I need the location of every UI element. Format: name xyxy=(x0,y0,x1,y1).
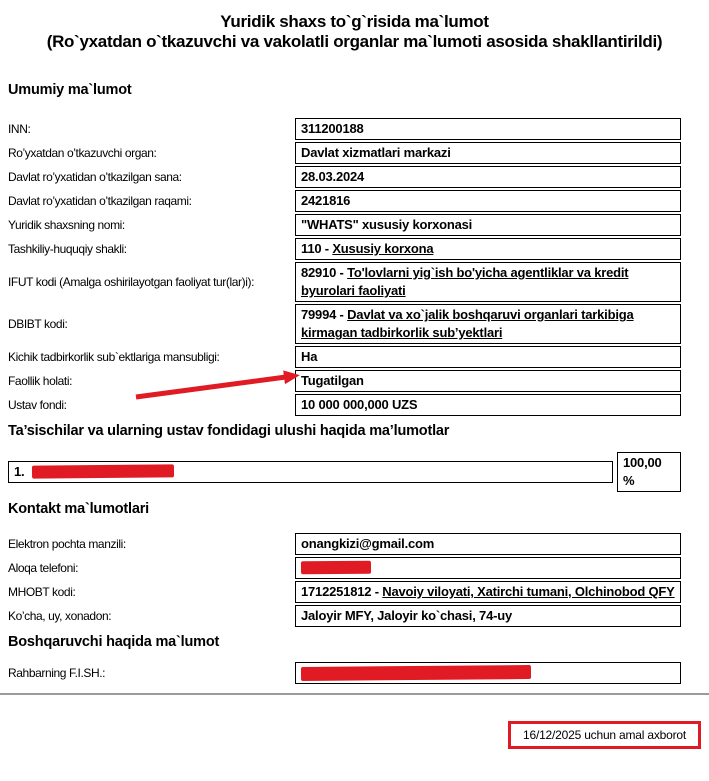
field-row-registration-date xyxy=(8,166,681,188)
field-value: 2421816 xyxy=(301,193,351,208)
field-row-phone xyxy=(8,557,681,579)
founder-share-value: 100,00 % xyxy=(623,455,662,488)
field-label: Ro’yxatdan o’tkazuvchi organ: xyxy=(8,146,157,160)
legal-entity-info-page xyxy=(0,12,709,781)
field-value-box xyxy=(295,190,681,212)
field-label: Kichik tadbirkorlik sub`ektlariga mansubligi: xyxy=(8,350,220,364)
page-title xyxy=(31,12,679,52)
field-row-registration-number xyxy=(8,190,681,212)
founder-name-box xyxy=(8,461,613,483)
field-value: "WHATS" xususiy korxonasi xyxy=(301,217,473,232)
section-heading-founders: Ta’sischilar va ularning ustav fondidagi ulushi haqida ma’lumotlar xyxy=(8,423,450,439)
field-row-activity-status xyxy=(8,370,681,392)
phone-redaction xyxy=(301,561,371,575)
field-value: 10 000 000,000 UZS xyxy=(301,397,418,412)
field-value: Ha xyxy=(301,349,318,364)
field-row-registering-org xyxy=(8,142,681,164)
field-label: Ustav fondi: xyxy=(8,398,67,412)
dbibt-link[interactable]: Davlat va xo`jalik boshqaruvi organlari tarkibiga kirmagan tadbirkorlik sub’yektlari xyxy=(301,307,634,340)
page-title-line1: Yuridik shaxs to`g`risida ma`lumot xyxy=(220,12,489,31)
field-label: DBIBT kodi: xyxy=(8,317,68,331)
footer xyxy=(0,721,709,749)
validity-date-box xyxy=(508,721,701,749)
field-value-prefix: 82910 - xyxy=(301,265,348,280)
section-heading-contact: Kontakt ma`lumotlari xyxy=(8,501,150,517)
field-value-prefix: 110 - xyxy=(301,241,333,256)
address-value: Jaloyir MFY, Jaloyir ko`chasi, 74-uy xyxy=(301,608,513,623)
field-row-small-business xyxy=(8,346,681,368)
field-value-box xyxy=(295,118,681,140)
page-content xyxy=(0,82,709,684)
field-label: IFUT kodi (Amalga oshirilayotgan faoliyat tur(lar)i): xyxy=(8,275,255,289)
field-value: 311200188 xyxy=(301,121,364,136)
field-label: Aloqa telefoni: xyxy=(8,561,79,575)
validity-date-text: 16/12/2025 uchun amal axborot xyxy=(523,728,686,742)
field-value-box xyxy=(295,533,681,555)
founder-name-redaction xyxy=(32,464,174,478)
field-label: Yuridik shaxsning nomi: xyxy=(8,218,125,232)
founder-number: 1. xyxy=(14,464,25,479)
field-label: Ko’cha, uy, xonadon: xyxy=(8,609,112,623)
field-value: Davlat xizmatlari markazi xyxy=(301,145,451,160)
field-value-prefix: 1712251812 - xyxy=(301,584,383,599)
legal-form-link[interactable]: Xususiy korxona xyxy=(332,241,434,256)
field-value-box xyxy=(295,370,681,392)
field-value-box xyxy=(295,214,681,236)
founder-share-box xyxy=(617,452,681,492)
field-value: Tugatilgan xyxy=(301,373,364,388)
section-heading-manager: Boshqaruvchi haqida ma`lumot xyxy=(8,634,220,650)
field-label: Davlat ro’yxatidan o’tkazilgan sana: xyxy=(8,170,182,184)
page-title-line2: (Ro`yxatdan o`tkazuvchi va vakolatli organlar ma`lumoti asosida shakllantirildi) xyxy=(46,32,663,51)
manager-name-redaction xyxy=(301,665,531,681)
field-row-dbibt-code xyxy=(8,304,681,344)
field-row-inn xyxy=(8,118,681,140)
field-value-box xyxy=(295,142,681,164)
field-value-box xyxy=(295,605,681,627)
field-label: MHOBT kodi: xyxy=(8,585,76,599)
ifut-activity-link[interactable]: To'lovlarni yig`ish bo'yicha agentliklar va kredit byurolari faoliyati xyxy=(301,265,629,298)
footer-divider xyxy=(0,693,709,695)
field-value-prefix: 79994 - xyxy=(301,307,348,322)
email-value: onangkizi@gmail.com xyxy=(301,536,435,551)
mhobt-region-link[interactable]: Navoiy viloyati, Xatirchi tumani, Olchinobod QFY xyxy=(382,584,675,599)
field-row-charter-fund xyxy=(8,394,681,416)
field-row-email xyxy=(8,533,681,555)
field-value: 28.03.2024 xyxy=(301,169,365,184)
field-row-street-address xyxy=(8,605,681,627)
field-row-legal-form xyxy=(8,238,681,260)
field-label: Davlat ro’yxatidan o’tkazilgan raqami: xyxy=(8,194,192,208)
field-label: INN: xyxy=(8,122,31,136)
field-row-entity-name xyxy=(8,214,681,236)
field-value-box xyxy=(295,662,681,684)
field-row-manager-name xyxy=(8,662,681,684)
field-value-box xyxy=(295,557,681,579)
field-label: Rahbarning F.I.SH.: xyxy=(8,666,106,680)
field-row-mhobt-code xyxy=(8,581,681,603)
field-row-ifut-code xyxy=(8,262,681,302)
section-heading-general: Umumiy ma`lumot xyxy=(8,82,132,98)
field-value-box xyxy=(295,262,681,302)
field-value-box xyxy=(295,166,681,188)
field-label: Elektron pochta manzili: xyxy=(8,537,126,551)
field-value-box xyxy=(295,581,681,603)
field-value-box xyxy=(295,394,681,416)
field-label: Tashkiliy-huquqiy shakli: xyxy=(8,242,127,256)
field-value-box xyxy=(295,304,681,344)
founder-row xyxy=(8,452,681,492)
field-label: Faollik holati: xyxy=(8,374,73,388)
field-value-box xyxy=(295,346,681,368)
field-value-box xyxy=(295,238,681,260)
